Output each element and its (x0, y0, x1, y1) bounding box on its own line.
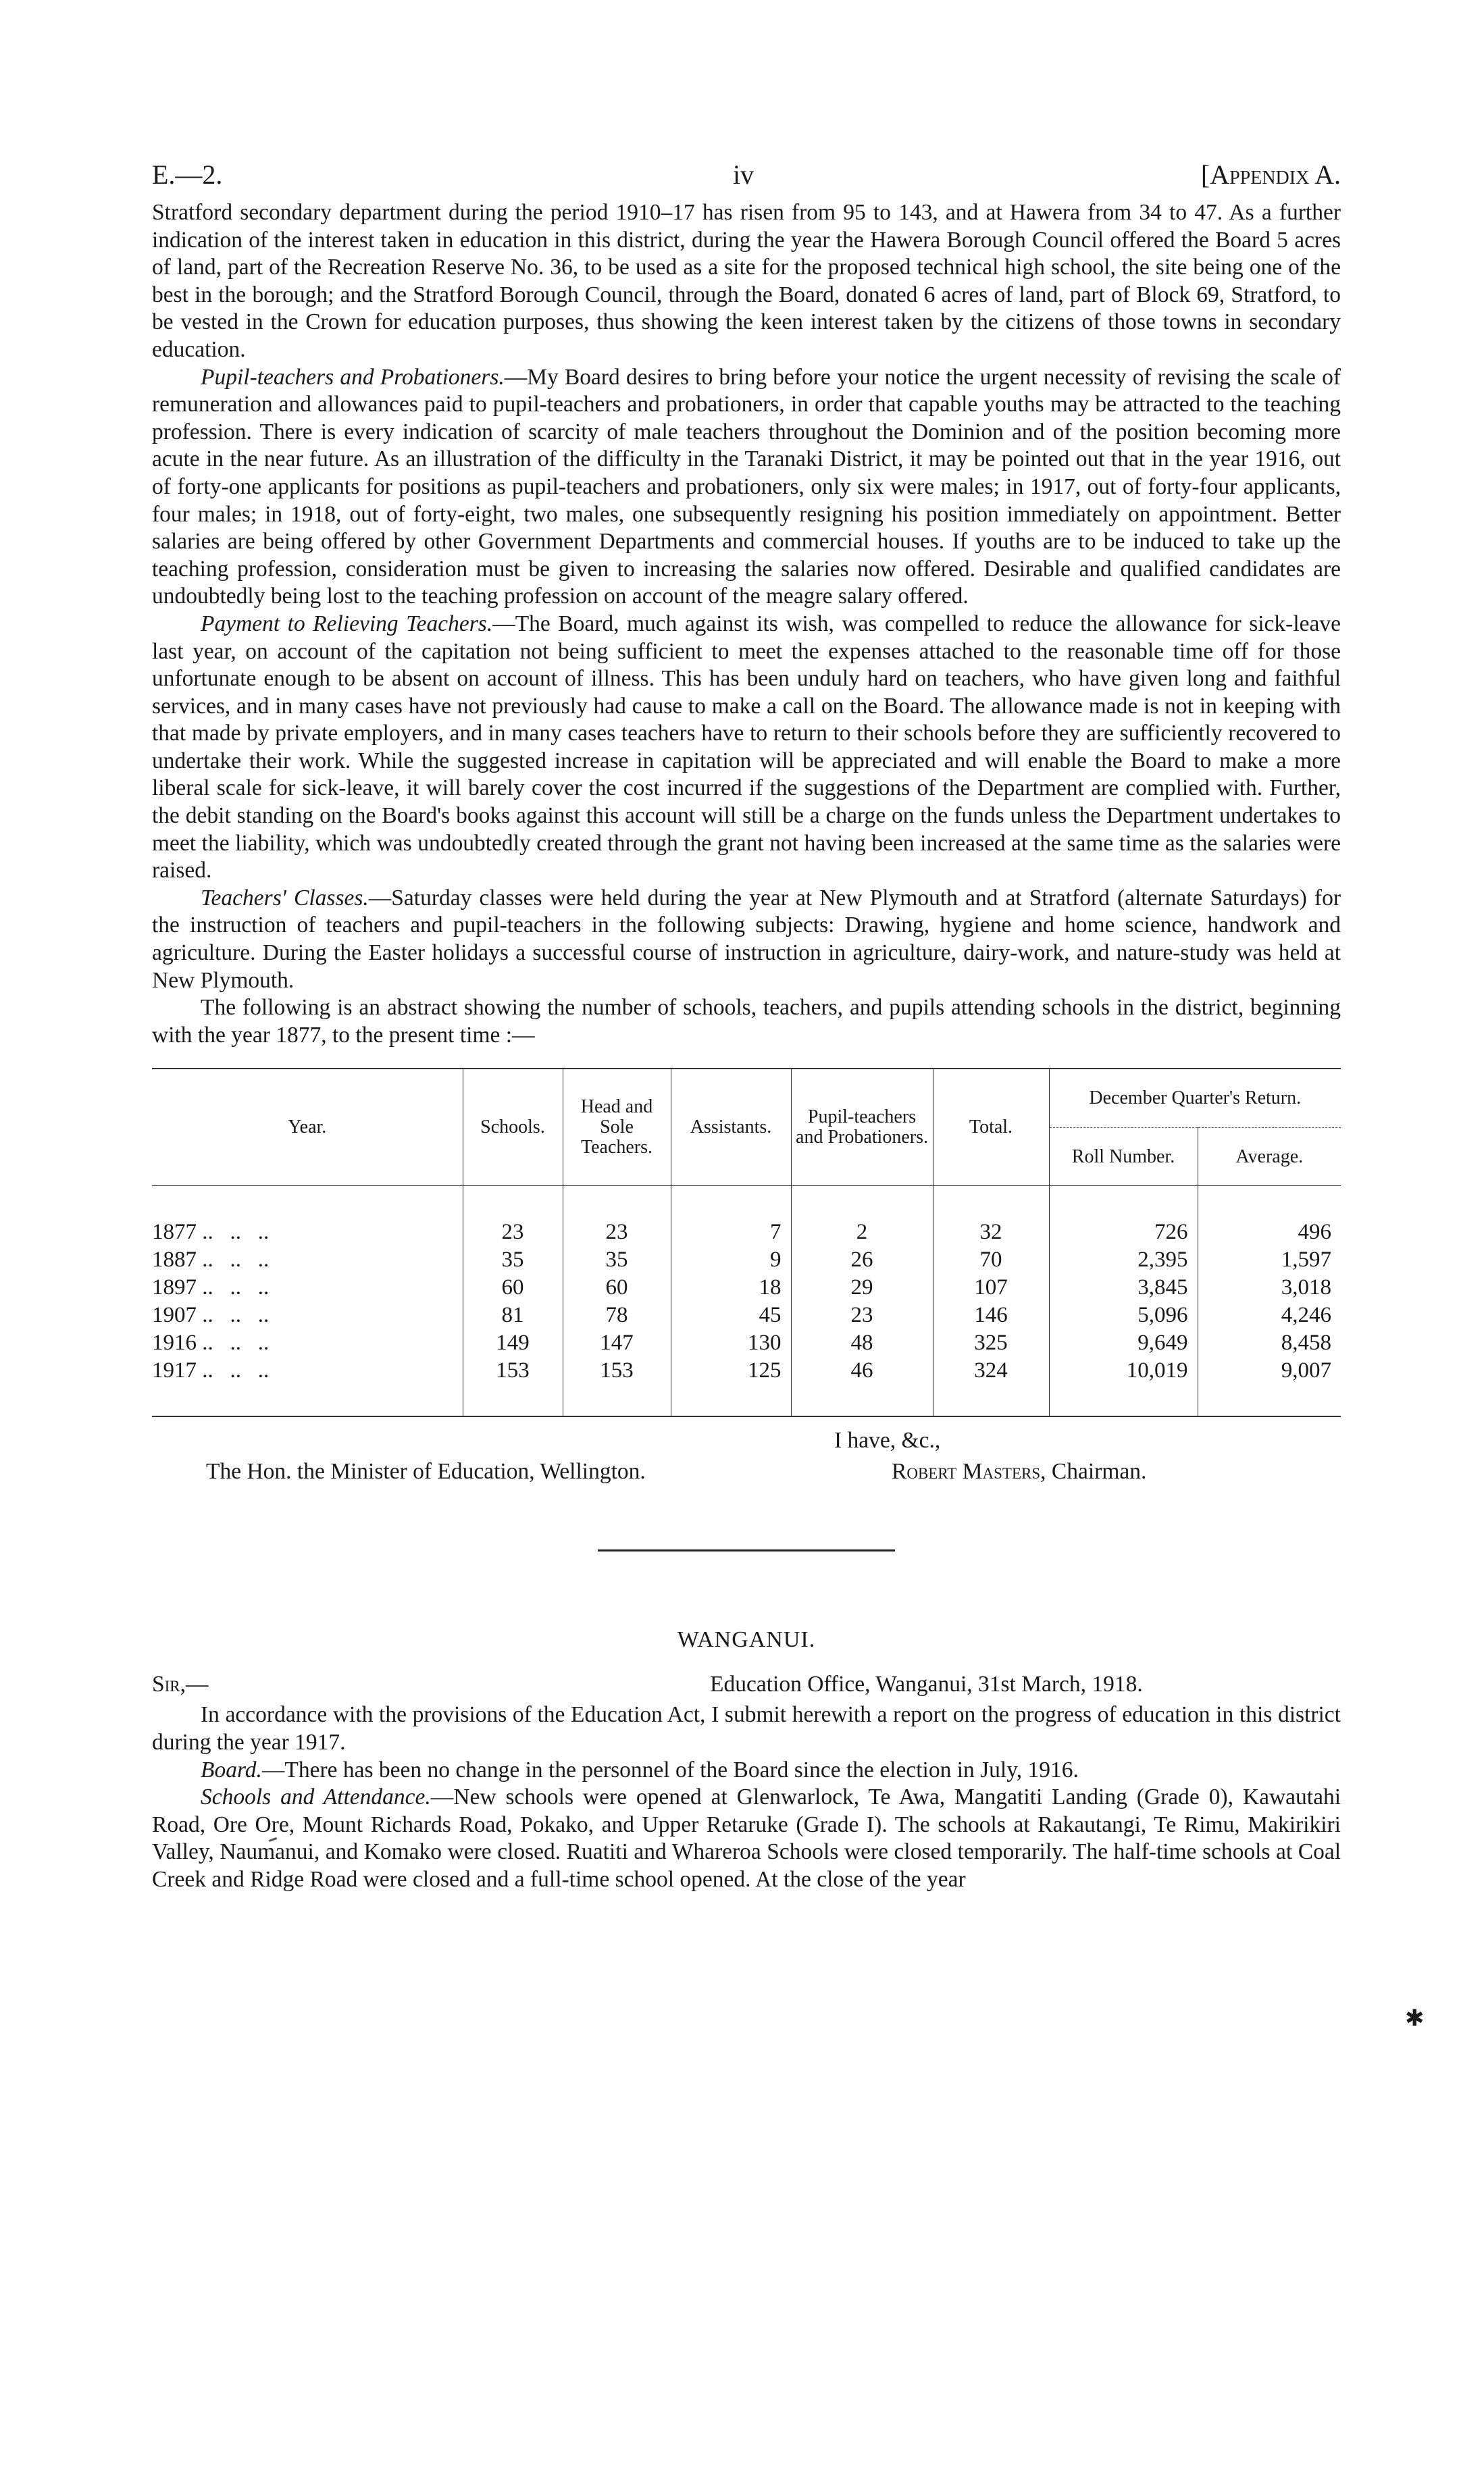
cell-schools: 35 (463, 1246, 563, 1274)
cell-assistants: 7 (671, 1186, 791, 1247)
table-row (152, 1246, 1341, 1274)
cell-average: 3,018 (1198, 1274, 1341, 1302)
paragraph-board (152, 1757, 1341, 1785)
col-assistants-header: Assistants. (671, 1069, 791, 1186)
header-left: E.—2. (152, 159, 223, 190)
cell-total: 107 (933, 1274, 1049, 1302)
table-row (152, 1302, 1341, 1329)
cell-pupil: 46 (791, 1357, 933, 1416)
cell-roll: 3,845 (1049, 1274, 1198, 1302)
paragraph-schools-attendance (152, 1784, 1341, 1893)
text-teachers-classes: —Saturday classes were held during the year at New Plymouth and at Stratford (alternate Saturdays) for the instruction of teachers and pupil-teachers in the following subjects: Drawing, hygiene and home science, handwork and agriculture. During the Easter holidays a successful course of instruction in agriculture, dairy-work, and nature-study was held at New Plymouth. (152, 885, 1341, 993)
paragraph-secondary: Stratford secondary department during the period 1910–17 has risen from 95 to 143, and at Hawera from 34 to 47. As a further indication of the interest taken in education in this district, during the year the Hawera Borough Council offered the Board 5 acres of land, part of the Recreation Reserve No. 36, to be used as a site for the proposed technical high school, the site being one of the best in the borough; and the Stratford Borough Council, through the Board, donated 6 acres of land, part of Block 69, Stratford, to be vested in the Crown for education purposes, thus showing the keen interest taken by the citizens of those towns in secondary education. (152, 200, 1341, 362)
cell-total: 146 (933, 1302, 1049, 1329)
signoff-name: Robert Masters (892, 1459, 1041, 1485)
col-december-header: December Quarter's Return. (1049, 1069, 1341, 1127)
cell-average: 8,458 (1198, 1329, 1341, 1357)
running-header (152, 145, 1341, 199)
cell-pupil: 23 (791, 1302, 933, 1329)
cell-assistants: 130 (671, 1329, 791, 1357)
cell-average: 4,246 (1198, 1302, 1341, 1329)
col-pupil-header: Pupil-teachers and Probationers. (791, 1069, 933, 1186)
cell-roll: 2,395 (1049, 1246, 1198, 1274)
cell-year: 1907 .. .. .. (152, 1303, 270, 1328)
table-row (152, 1274, 1341, 1302)
paragraph-abstract-intro: The following is an abstract showing the number of schools, teachers, and pupils attending schools in the district, beginning with the year 1877, to the present time :— (152, 995, 1341, 1048)
page-number: iv (733, 159, 754, 190)
col-total-header: Total. (933, 1069, 1049, 1186)
cell-year: 1887 .. .. .. (152, 1248, 270, 1273)
cell-total: 32 (933, 1186, 1049, 1247)
section-divider (598, 1549, 895, 1551)
col-head-header: Head and Sole Teachers. (563, 1069, 671, 1186)
cell-average: 1,597 (1198, 1246, 1341, 1274)
paragraph-pupil-teachers (152, 364, 1341, 611)
text-schools-attendance: —New schools were opened at Glenwarlock, Te Awa, Mangatiti Landing (Grade 0), Kawautahi Road, Ore Ore, Mount Richards Road, Pokako, and Upper Retaruke (Grade I). The schools at Rakautangi, Te Rimu, Makirikiri Valley, Naumanui, and Komako were closed. Ruatiti and Whareroa Schools were closed temporarily. The half-time schools at Coal Creek and Ridge Road were closed and a full-time school opened. At the close of the year (152, 1785, 1341, 1892)
signoff-have: I have, &c., (834, 1428, 941, 1454)
signoff-title: , Chairman. (1040, 1459, 1147, 1485)
cell-roll: 5,096 (1049, 1302, 1198, 1329)
section-heading-wanganui: WANGANUI. (677, 1627, 816, 1653)
cell-head: 35 (563, 1246, 671, 1274)
cell-year: 1897 .. .. .. (152, 1275, 270, 1300)
heading-pupil-teachers: Pupil-teachers and Probationers. (201, 364, 505, 390)
cell-pupil: 2 (791, 1186, 933, 1247)
heading-teachers-classes: Teachers' Classes. (201, 885, 369, 910)
cell-year: 1877 .. .. .. (152, 1220, 270, 1245)
cell-schools: 23 (463, 1186, 563, 1247)
signoff-block (152, 1428, 1341, 1502)
paragraph-teachers-classes (152, 885, 1341, 994)
cell-schools: 149 (463, 1329, 563, 1357)
signoff-signature (892, 1459, 1146, 1485)
cell-total: 325 (933, 1329, 1049, 1357)
cell-total: 324 (933, 1357, 1049, 1416)
cell-average: 496 (1198, 1186, 1341, 1247)
cell-schools: 81 (463, 1302, 563, 1329)
cell-roll: 10,019 (1049, 1357, 1198, 1416)
document-page (152, 145, 1341, 1894)
heading-schools-attendance: Schools and Attendance. (201, 1785, 431, 1810)
cell-schools: 153 (463, 1357, 563, 1416)
cell-assistants: 45 (671, 1302, 791, 1329)
cell-head: 23 (563, 1186, 671, 1247)
col-schools-header: Schools. (463, 1069, 563, 1186)
cell-total: 70 (933, 1246, 1049, 1274)
letter-address: Education Office, Wanganui, 31st March, 1918. (710, 1672, 1143, 1697)
cell-assistants: 18 (671, 1274, 791, 1302)
cell-year: 1917 .. .. .. (152, 1358, 270, 1383)
cell-pupil: 26 (791, 1246, 933, 1274)
heading-board: Board. (201, 1757, 262, 1782)
paragraph-relieving-teachers (152, 611, 1341, 885)
signoff-recipient: The Hon. the Minister of Education, Wellington. (206, 1459, 646, 1485)
cell-head: 147 (563, 1329, 671, 1357)
col-average-header: Average. (1198, 1128, 1341, 1186)
cell-average: 9,007 (1198, 1357, 1341, 1416)
cell-head: 153 (563, 1357, 671, 1416)
abstract-table (152, 1068, 1341, 1417)
salutation-line (152, 1672, 1341, 1701)
cell-head: 60 (563, 1274, 671, 1302)
col-roll-header: Roll Number. (1049, 1128, 1198, 1186)
text-relieving-teachers: —The Board, much against its wish, was compelled to reduce the allowance for sick-leave last year, on account of the capitation not being sufficient to meet the expenses attached to the reasonable time off for those unfortunate enough to be absent on account of illness. This has been unduly hard on teachers, who have given long and faithful services, and in many cases have not previously had cause to make a call on the Board. The allowance made is not in keeping with that made by private employers, and in many cases teachers have to return to their schools before they are sufficiently recovered to undertake their work. While the suggested increase in capitation will be appreciated and will enable the Board to make a more liberal scale for sick-leave, it will barely cover the cost incurred if the suggestions of the Department are complied with. Further, the debit standing on the Board's books against this account will still be a charge on the funds unless the Department undertakes to meet the liability, which was undoubtedly created through the grant not having been increased at the same time as the salaries were raised. (152, 611, 1341, 883)
text-pupil-teachers: —My Board desires to bring before your notice the urgent necessity of revising the scale of remuneration and allowances paid to pupil-teachers and probationers, in order that capable youths may be attracted to the teaching profession. There is every indication of scarcity of male teachers throughout the Dominion and of the position becoming more acute in the near future. As an illustration of the difficulty in the Taranaki District, it may be pointed out that in the year 1916, out of forty-one applicants for positions as pupil-teachers and probationers, only six were males; in 1917, out of forty-four applicants, four males; in 1918, out of forty-eight, two males, one subsequently resigning his position immediately on appointment. Better salaries are being offered by other Government Departments and commercial houses. If youths are to be induced to take up the teaching profession, consideration must be given to increasing the salaries now offered. Desirable and qualified candidates are undoubtedly being lost to the teaching profession on account of the meagre salary offered. (152, 364, 1341, 609)
cell-roll: 726 (1049, 1186, 1198, 1247)
heading-relieving-teachers: Payment to Relieving Teachers. (201, 611, 493, 636)
salutation: Sir,— (152, 1672, 209, 1697)
paragraph-wanganui-intro: In accordance with the provisions of the Education Act, I submit herewith a report on the progress of education in this district during the year 1917. (152, 1702, 1341, 1755)
margin-star-icon: ✱ (1405, 2006, 1425, 2031)
cell-roll: 9,649 (1049, 1329, 1198, 1357)
header-right: [Appendix A. (1200, 159, 1341, 190)
cell-assistants: 125 (671, 1357, 791, 1416)
col-year-header: Year. (152, 1069, 463, 1186)
cell-pupil: 48 (791, 1329, 933, 1357)
cell-assistants: 9 (671, 1246, 791, 1274)
cell-schools: 60 (463, 1274, 563, 1302)
text-board: —There has been no change in the personnel of the Board since the election in July, 1916. (261, 1757, 1079, 1782)
cell-year: 1916 .. .. .. (152, 1331, 270, 1356)
table-row (152, 1329, 1341, 1357)
cell-head: 78 (563, 1302, 671, 1329)
cell-pupil: 29 (791, 1274, 933, 1302)
table-row (152, 1186, 1341, 1247)
table-row (152, 1357, 1341, 1416)
